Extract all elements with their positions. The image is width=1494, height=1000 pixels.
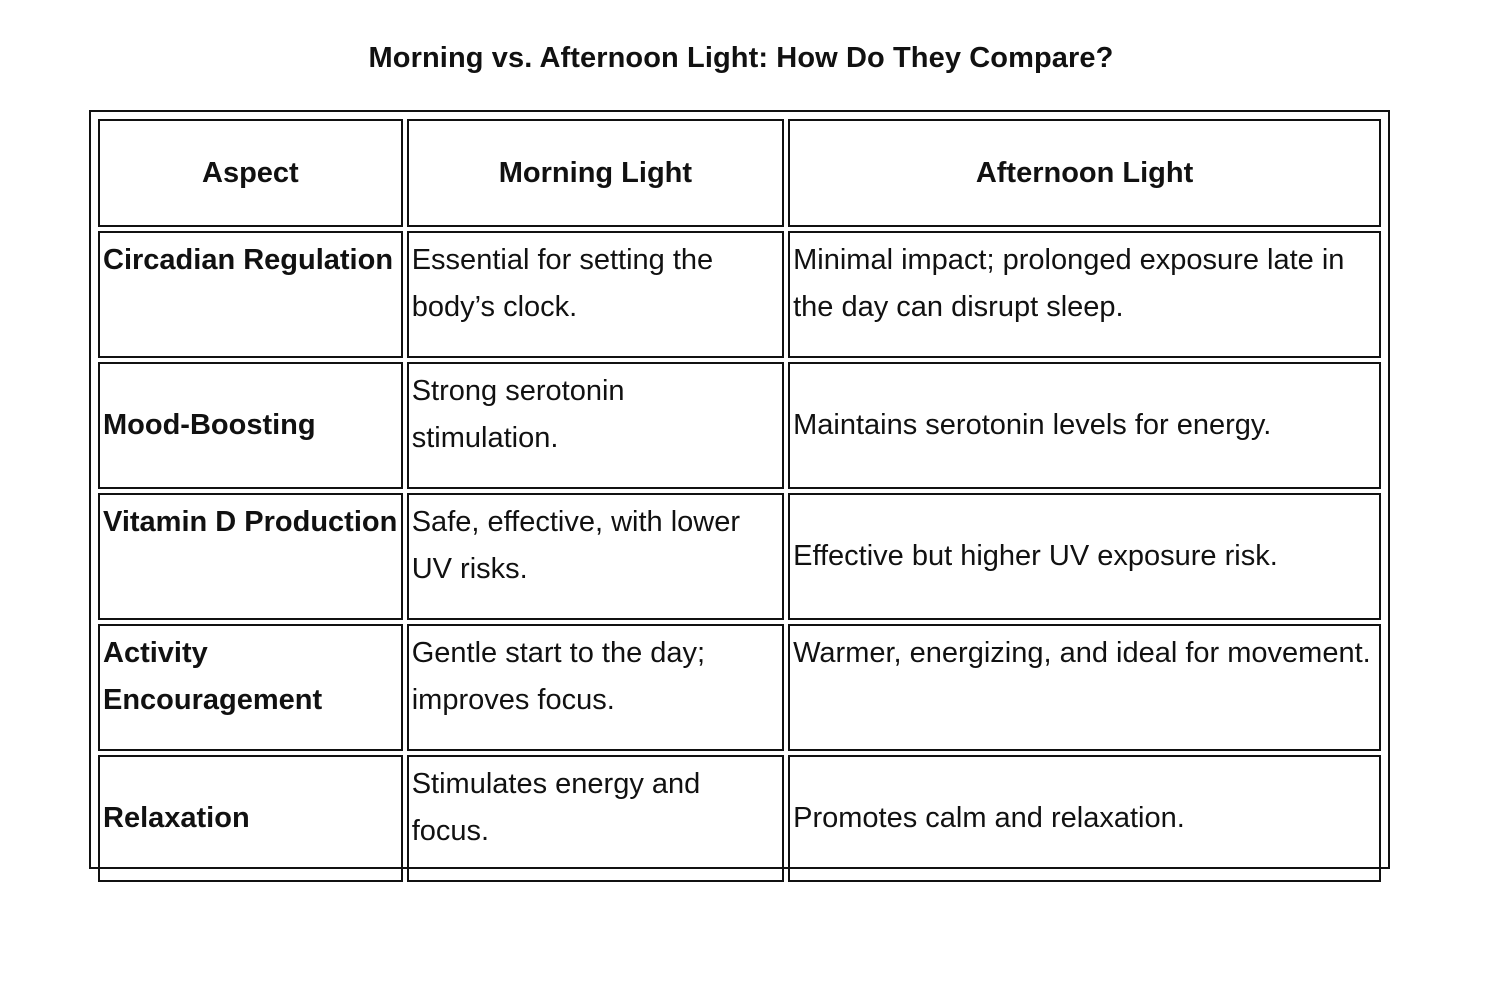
morning-cell: Essential for setting the body’s clock. [407,231,784,358]
morning-cell: Stimulates energy and focus. [407,755,784,882]
table-row [98,755,1381,882]
morning-cell: Strong serotonin stimulation. [407,362,784,489]
table-row [98,624,1381,751]
morning-cell: Safe, effective, with lower UV risks. [407,493,784,620]
afternoon-cell: Maintains serotonin levels for energy. [788,362,1381,489]
afternoon-cell: Minimal impact; prolonged exposure late in the day can disrupt sleep. [788,231,1381,358]
aspect-cell: Circadian Regulation [98,231,403,358]
aspect-cell: Mood-Boosting [98,362,403,489]
table-row [98,231,1381,358]
morning-cell: Gentle start to the day; improves focus. [407,624,784,751]
afternoon-cell: Warmer, energizing, and ideal for movement. [788,624,1381,751]
comparison-table-frame [89,110,1390,869]
aspect-cell: Relaxation [98,755,403,882]
aspect-cell: Activity Encouragement [98,624,403,751]
header-morning-light: Morning Light [407,119,784,227]
comparison-table [94,115,1385,886]
afternoon-cell: Promotes calm and relaxation. [788,755,1381,882]
aspect-cell: Vitamin D Production [98,493,403,620]
header-aspect: Aspect [98,119,403,227]
table-row [98,362,1381,489]
table-row [98,493,1381,620]
afternoon-cell: Effective but higher UV exposure risk. [788,493,1381,620]
table-header-row [98,119,1381,227]
header-afternoon-light: Afternoon Light [788,119,1381,227]
page-title: Morning vs. Afternoon Light: How Do They Compare? [368,42,1114,74]
